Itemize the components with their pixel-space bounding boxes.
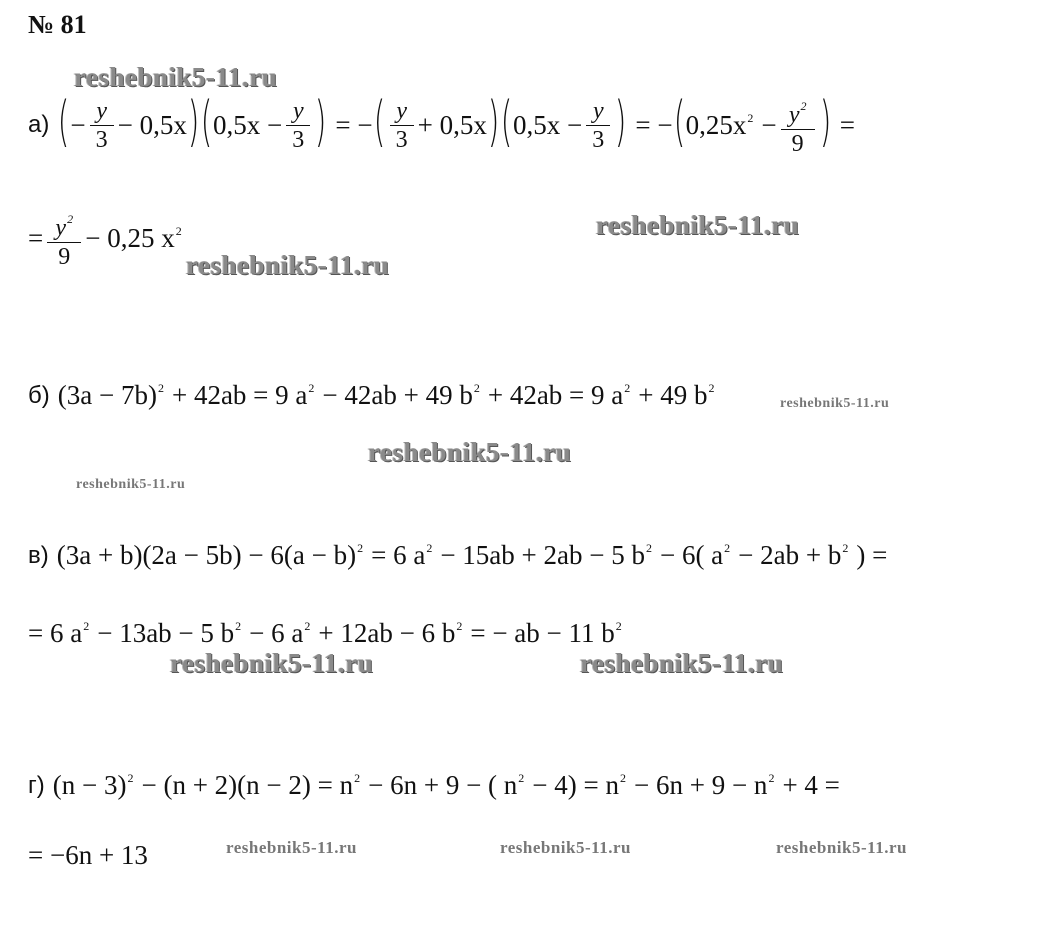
- watermark: reshebnik5-11.ru: [186, 250, 390, 280]
- label-a: а): [28, 111, 50, 138]
- equation-v-line-1: в) (3a + b)(2a − 5b) − 6 $(a - b)^2$ = 6 $a^2$ − 15ab + 2ab − 5 $b^2$ − 6( $a^2$ − $2ab + b^2$ ) =: [28, 540, 888, 570]
- watermark: reshebnik5-11.ru: [580, 648, 784, 678]
- watermark: reshebnik5-11.ru: [76, 477, 186, 492]
- watermark: reshebnik5-11.ru: [776, 838, 907, 857]
- equation-a-line-1: а) ( − $\frac{y}{3}$ − 0,5x ) ( 0,5x − $\frac{y}{3}$ ) = − ( $\frac{y}{3}$ + 0,5x ) ( 0,5x − $\frac{y}{3}$ ) = − ( $0,25x^2$ − $\frac{y^2}{9}$ ) =: [28, 90, 855, 157]
- watermark: reshebnik5-11.ru: [780, 396, 890, 411]
- fraction: $\frac{y^2}{9}$: [47, 205, 81, 271]
- watermark: reshebnik5-11.ru: [170, 648, 374, 678]
- watermark: reshebnik5-11.ru: [74, 62, 278, 92]
- fraction: $\frac{y}{3}$: [90, 97, 114, 154]
- watermark: reshebnik5-11.ru: [596, 210, 800, 240]
- equation-v-line-2: = 6 $a^2$ − 13ab − 5 $b^2$ − 6 $a^2$ + 12ab − 6 $b^2$ = − ab − 11 $b^2$: [28, 618, 622, 648]
- equation-a-line-2: = $\frac{y^2}{9}$ − 0,25 $x^2$: [28, 205, 182, 271]
- label-b: б): [28, 381, 50, 409]
- label-v: в): [28, 541, 49, 569]
- equation-g-line-2: = −6n + 13: [28, 840, 148, 870]
- equation-b: б) $(3a - 7b)^2$ + 42ab = 9 $a^2$ − 42ab + 49 $b^2$ + 42ab = 9 $a^2$ + 49 $b^2$: [28, 380, 715, 410]
- label-g: г): [28, 771, 45, 799]
- watermark: reshebnik5-11.ru: [226, 838, 357, 857]
- fraction: $\frac{y}{3}$: [286, 97, 310, 154]
- fraction: $\frac{y^2}{9}$: [781, 92, 815, 158]
- fraction: $\frac{y}{3}$: [586, 97, 610, 154]
- watermark: reshebnik5-11.ru: [368, 437, 572, 467]
- problem-number: № 81: [28, 10, 87, 39]
- fraction: $\frac{y}{3}$: [390, 97, 414, 154]
- watermark: reshebnik5-11.ru: [500, 838, 631, 857]
- equation-g-line-1: г) $(n - 3)^2$ − $(n + 2)(n - 2) = n^2$ − 6n + 9 − ( $n^2$ − $4) = n^2$ − $6n + 9 - n^2$ + 4 =: [28, 770, 840, 800]
